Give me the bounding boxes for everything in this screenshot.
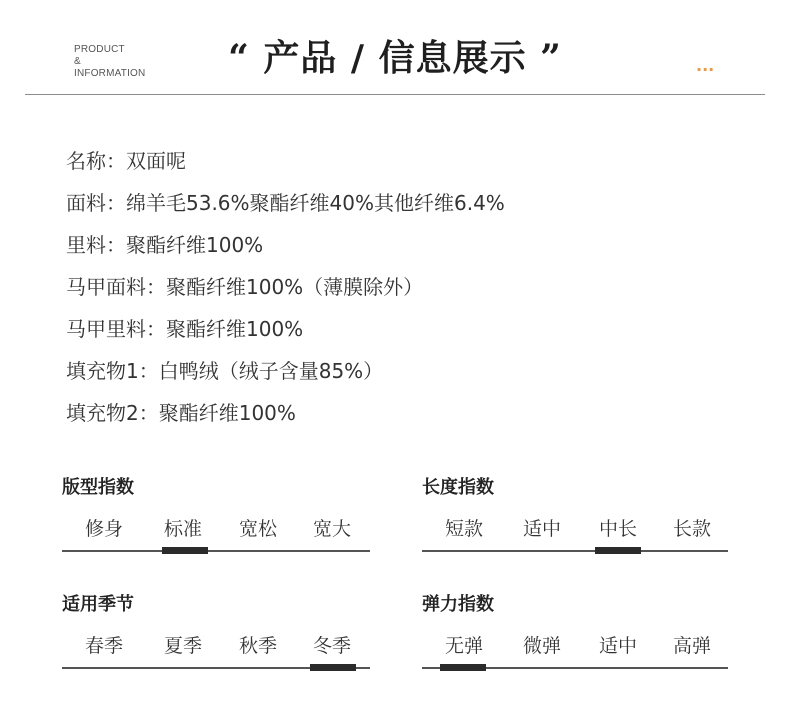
title-text: 产品 / 信息展示	[263, 38, 527, 79]
fit-option-wide: 宽大	[312, 518, 351, 540]
season-selected-marker	[310, 664, 356, 671]
info-row-name: 名称：双面呢	[66, 149, 186, 173]
elasticity-index	[422, 593, 732, 669]
length-option-mid-long: 中长	[598, 518, 637, 540]
season-index-scale	[62, 627, 372, 669]
length-option-short: 短款	[444, 518, 483, 540]
season-index	[62, 593, 372, 669]
season-option-winter: 冬季	[312, 635, 351, 657]
fit-index-title: 版型指数	[62, 477, 134, 498]
brand-en-line-2: &	[74, 56, 81, 67]
fit-selected-marker	[162, 547, 208, 554]
length-option-medium: 适中	[522, 518, 561, 540]
header-divider	[25, 94, 765, 95]
season-index-title: 适用季节	[62, 594, 134, 615]
info-row-fabric: 面料：绵羊毛53.6%聚酯纤维40%其他纤维6.4%	[66, 191, 505, 215]
elasticity-index-title: 弹力指数	[422, 594, 494, 615]
info-row-vest-fabric: 马甲面料：聚酯纤维100%（薄膜除外）	[66, 275, 424, 299]
fit-option-standard: 标准	[163, 518, 202, 540]
fit-option-loose: 宽松	[238, 518, 277, 540]
more-dots-icon: ···	[696, 60, 715, 79]
fit-index-scale	[62, 510, 372, 552]
title-open-quote: “	[228, 37, 250, 79]
info-row-filling-1: 填充物1：白鸭绒（绒子含量85%）	[66, 359, 384, 383]
page-header	[0, 0, 790, 96]
elasticity-option-none: 无弹	[444, 635, 483, 657]
info-row-filling-2: 填充物2：聚酯纤维100%	[66, 401, 296, 425]
title-close-quote: ”	[540, 37, 562, 79]
elasticity-option-slight: 微弹	[522, 635, 561, 657]
fit-index	[62, 476, 372, 552]
info-row-lining: 里料：聚酯纤维100%	[66, 233, 264, 257]
elasticity-index-scale	[422, 627, 732, 669]
length-index-scale	[422, 510, 732, 552]
elasticity-option-high: 高弹	[672, 635, 711, 657]
info-row-vest-lining: 马甲里料：聚酯纤维100%	[66, 317, 304, 341]
length-index	[422, 476, 732, 552]
fit-scale-line	[62, 550, 370, 552]
elasticity-selected-marker	[440, 664, 486, 671]
length-selected-marker	[595, 547, 641, 554]
length-scale-line	[422, 550, 728, 552]
fit-option-slim: 修身	[84, 518, 123, 540]
page-title	[0, 34, 790, 83]
season-option-autumn: 秋季	[238, 635, 277, 657]
length-option-long: 长款	[672, 518, 711, 540]
length-index-title: 长度指数	[422, 477, 494, 498]
season-option-summer: 夏季	[163, 635, 202, 657]
product-info-list	[66, 140, 505, 434]
brand-en-line-1: PRODUCT	[74, 44, 125, 55]
brand-en-line-3: INFORMATION	[74, 68, 146, 79]
season-option-spring: 春季	[84, 635, 123, 657]
elasticity-option-medium: 适中	[598, 635, 637, 657]
